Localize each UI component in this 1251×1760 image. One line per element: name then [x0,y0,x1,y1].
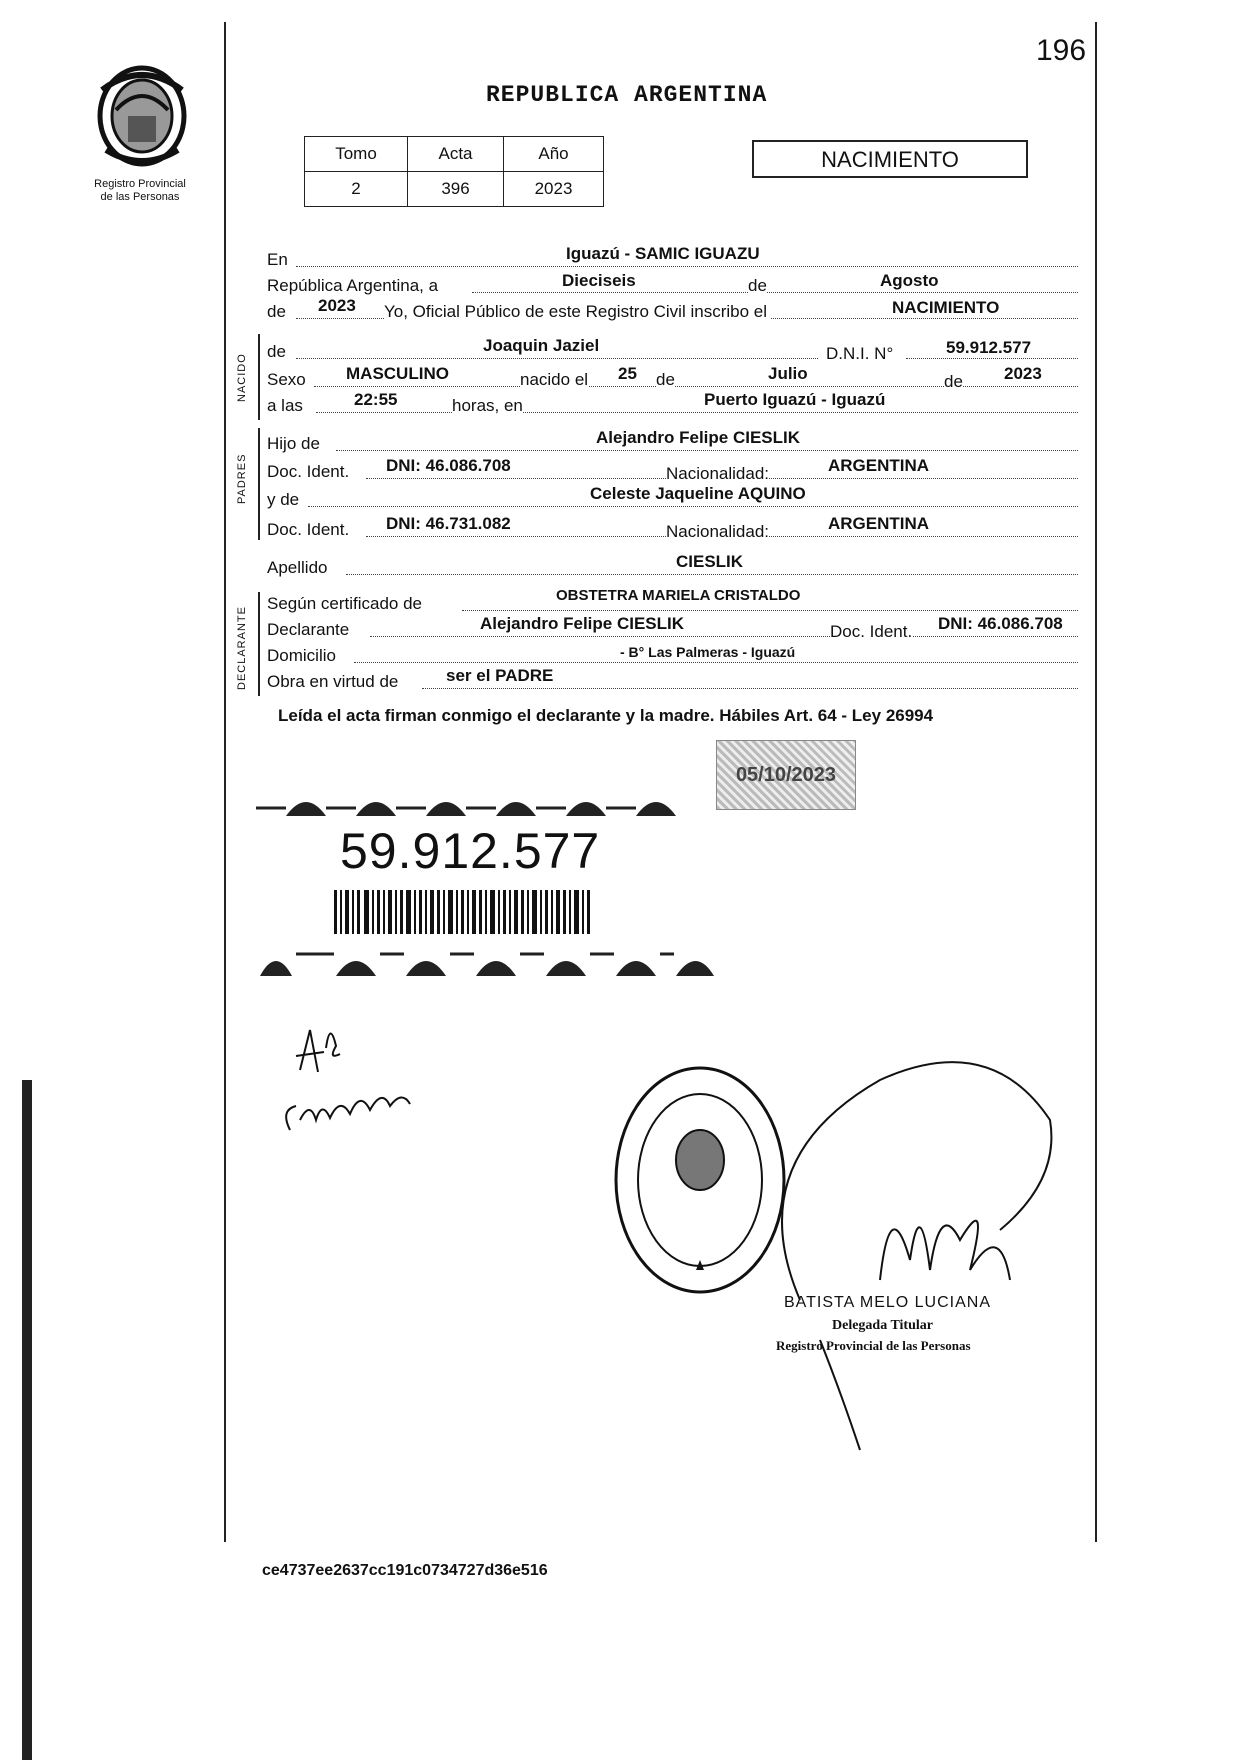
intro-de-label: de [748,276,767,295]
date-stamp [716,740,856,810]
birth-de-label2: de [944,372,963,391]
statement: Yo, Oficial Público de este Registro Civil inscribo el [384,302,771,322]
id-sticker-number: 59.912.577 [340,823,601,879]
hijo-de-label: Hijo de [267,434,320,453]
nacido-el-label: nacido el [520,370,589,389]
father-name: Alejandro Felipe CIESLIK [596,428,801,447]
closing-statement: Leída el acta firman conmigo el declarante y la madre. Hábiles Art. 64 - Ley 26994 [278,706,934,725]
act-type-box [752,140,1028,178]
father-nat-label: Nacionalidad: [666,464,770,483]
father-doc-label: Doc. Ident. [267,462,350,481]
rep-label: República Argentina, a [267,276,439,295]
book-table [304,136,604,207]
acta-value: 396 [408,172,504,207]
mother-doc-label: Doc. Ident. [267,520,350,539]
domicilio-label: Domicilio [267,646,336,665]
registry-line2: de las Personas [100,191,180,203]
anio-header: Año [504,137,604,172]
nacido-section-label: NACIDO [236,353,248,402]
left-margin-line [224,22,226,1542]
official-title: Delegada Titular [832,1318,933,1333]
father-nat: ARGENTINA [828,456,930,475]
tomo-header: Tomo [305,137,408,172]
birth-time: 22:55 [354,390,398,409]
horas-label: horas, en [452,396,523,415]
province-emblem [88,60,196,172]
cert-label: Según certificado de [267,594,422,613]
act-value: NACIMIENTO [892,298,1000,317]
y-de-label: y de [267,490,300,509]
signature-left [270,1010,470,1150]
child-dni: 59.912.577 [946,338,1032,357]
apellido-value: CIESLIK [676,552,744,571]
acta-header: Acta [408,137,504,172]
apellido-label: Apellido [267,558,328,577]
date-stamp-text: 05/10/2023 [735,764,837,786]
year-value: 2023 [318,296,356,315]
registry-caption [70,178,210,204]
birth-de-label: de [656,370,675,389]
sexo-value: MASCULINO [346,364,449,383]
mother-name: Celeste Jaqueline AQUINO [590,484,806,503]
day-value: Dieciseis [562,271,636,290]
birth-place: Puerto Iguazú - Iguazú [704,390,886,409]
declarante-section-label: DECLARANTE [236,606,248,690]
intro-de-label2: de [267,302,286,321]
cert-value: OBSTETRA MARIELA CRISTALDO [556,587,801,604]
act-type-label: NACIMIENTO [821,147,959,172]
decl-label: Declarante [267,620,350,639]
mother-doc: DNI: 46.731.082 [386,514,511,533]
birth-month: Julio [768,364,808,383]
domicilio-value: - B° Las Palmeras - Iguazú [620,644,796,660]
mother-nat: ARGENTINA [828,514,930,533]
id-sticker-bottom-band [256,940,716,978]
a-las-label: a las [267,396,303,415]
decl-doc-label: Doc. Ident. [830,622,913,641]
tomo-value: 2 [305,172,408,207]
birth-day: 25 [618,364,637,383]
father-doc: DNI: 46.086.708 [386,456,511,475]
month-value: Agosto [880,271,939,290]
decl-doc: DNI: 46.086.708 [938,614,1063,633]
place-value: Iguazú - SAMIC IGUAZU [566,244,760,263]
country-title: REPUBLICA ARGENTINA [486,82,768,108]
official-name: BATISTA MELO LUCIANA [784,1294,992,1311]
official-org: Registro Provincial de las Personas [776,1338,971,1353]
padres-section-label: PADRES [236,453,248,504]
en-label: En [267,250,288,269]
child-name: Joaquin Jaziel [483,336,600,355]
official-signature [760,1040,1080,1460]
obra-label: Obra en virtud de [267,672,399,691]
anio-value: 2023 [504,172,604,207]
decl-value: Alejandro Felipe CIESLIK [480,614,685,633]
document-hash: ce4737ee2637cc191c0734727d36e516 [262,1562,548,1579]
scan-edge-line [22,1080,32,1760]
id-sticker-top-band [256,786,692,818]
page-number: 196 [1036,34,1087,67]
registry-line1: Registro Provincial [94,178,186,190]
right-margin-line [1095,22,1097,1542]
nacido-de-label: de [267,342,286,361]
sexo-label: Sexo [267,370,306,389]
obra-value: ser el PADRE [446,666,554,685]
barcode [334,890,592,934]
mother-nat-label: Nacionalidad: [666,522,770,541]
birth-year: 2023 [1004,364,1042,383]
dni-label: D.N.I. N° [826,344,894,363]
